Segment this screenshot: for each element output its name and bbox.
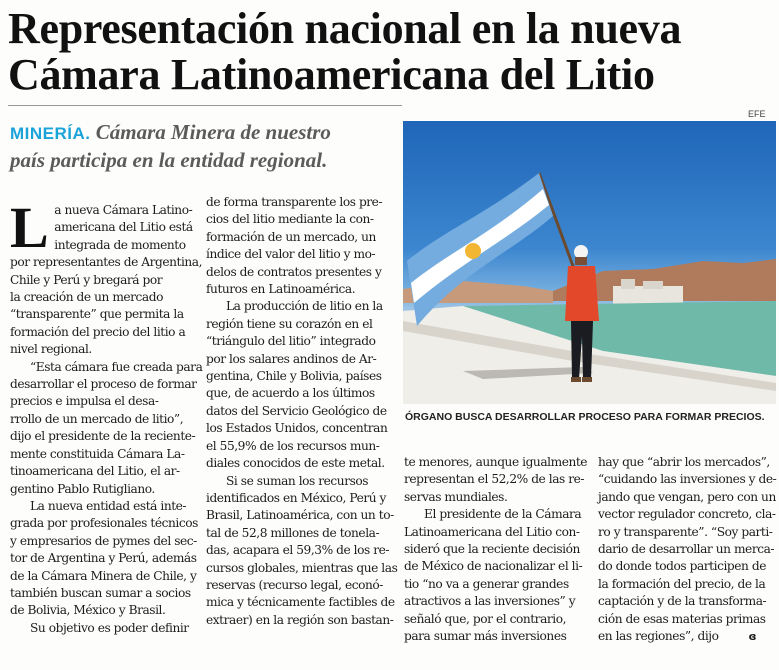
text-line: jando que vengan, pero con un: [598, 489, 776, 504]
text-line: te menores, aunque igualmente: [404, 455, 588, 469]
photo-credit: EFE: [748, 109, 766, 119]
section-kicker: MINERÍA.: [10, 124, 91, 143]
text-line: Si se suman los recursos: [226, 473, 369, 488]
text-line: atractivos a las inversiones” y: [404, 594, 576, 609]
text-line: nivel regional.: [10, 342, 92, 357]
text-line: desarrollar el proceso de formar: [10, 377, 197, 392]
text-line: también buscan sumar a socios: [10, 585, 191, 600]
text-line: Chile y Perú y bregará por: [10, 272, 163, 287]
text-line: futuros en Latinoamérica.: [206, 282, 356, 297]
text-line: “cuidando las inversiones y de-: [598, 472, 777, 487]
text-line: identificados en México, Perú y: [206, 490, 386, 505]
text-line: mente constituida Cámara La-: [10, 446, 185, 461]
text-line: por representantes de Argentina,: [10, 255, 203, 270]
text-line: Latinoamericana del Litio con-: [404, 524, 580, 539]
article-column-1: [10, 195, 203, 637]
text-line: precios e impulsa el desa-: [10, 394, 159, 409]
text-line: gentina, Chile y Bolivia, países: [206, 369, 382, 384]
drop-cap: L: [10, 195, 49, 260]
text-line: la formación del precio, de la: [598, 576, 766, 591]
text-line: captación y de la transforma-: [598, 594, 767, 609]
text-line: “Esta cámara fue creada para: [30, 359, 203, 374]
text-line: índice del valor del litio y mo-: [206, 247, 376, 262]
text-line: formación de un mercado, un: [206, 229, 376, 244]
text-line: a nueva Cámara Latino-: [54, 203, 193, 217]
text-line: grada por profesionales técnicos: [10, 516, 198, 531]
text-line: das, acapara el 59,3% de los re-: [206, 543, 390, 558]
text-line: extraer) en la región son bastan-: [206, 612, 394, 627]
deck-line-2: país participa en la entidad regional.: [10, 148, 328, 172]
photo-caption: ÓRGANO BUSCA DESARROLLAR PROCESO PARA FORMAR PRECIOS.: [405, 411, 765, 423]
text-line-last: en las regiones”, dijo: [598, 629, 719, 644]
text-line: “transparente” que permita la: [10, 307, 184, 322]
text-line: formación del precio del litio a: [10, 324, 186, 339]
text-line: de forma transparente los pre-: [206, 195, 383, 209]
text-line: el 55,9% de los recursos mun-: [206, 438, 380, 453]
text-line: americana del Litio está: [54, 220, 193, 235]
headline-line-1: Representación nacional en la nueva: [8, 4, 682, 53]
text-line: de Bolivia, México y Brasil.: [10, 603, 166, 618]
text-line: y empresarios de pymes del sec-: [10, 533, 197, 548]
text-line: vector regulador concreto, cla-: [598, 507, 776, 522]
text-line: dario de desarrollar un merca-: [598, 542, 775, 557]
text-line: servas mundiales.: [404, 489, 508, 504]
text-line: delos de contratos presentes y: [206, 264, 382, 279]
text-line: diales conocidos de este metal.: [206, 456, 385, 471]
text-line: “triángulo del litio” integrado: [206, 334, 376, 349]
text-line: datos del Servicio Geológico de: [206, 403, 387, 418]
text-line: sideró que la reciente decisión: [404, 542, 580, 557]
text-line: hay que “abrir los mercados”,: [598, 455, 770, 469]
text-line: cios del litio mediante la con-: [206, 212, 374, 227]
text-line: cursos globales, mientras que las: [206, 560, 398, 575]
text-line: [598, 628, 776, 645]
text-line: do donde todos participen de: [598, 559, 766, 574]
text-line: por los salares andinos de Ar-: [206, 351, 377, 366]
text-line: reservas (recurso legal, econó-: [206, 577, 383, 592]
text-line: mica y técnicamente factibles de: [206, 595, 395, 610]
text-line: los Estados Unidos, concentran: [206, 421, 388, 436]
text-line: para sumar más inversiones: [404, 629, 567, 644]
text-line: Su objetivo es poder definir: [30, 620, 189, 635]
end-mark-icon: ɞ: [748, 630, 757, 644]
text-line: tinoamericana del Litio, el ar-: [10, 464, 180, 479]
article-column-2: [206, 194, 398, 629]
text-line: tio “no va a generar grandes: [404, 576, 569, 591]
text-line: la creación de un mercado: [10, 290, 163, 305]
text-line: gentino Pablo Rutigliano.: [10, 481, 155, 496]
deck: [10, 119, 390, 173]
text-line: integrada de momento: [54, 237, 186, 252]
text-line: La producción de litio en la: [226, 299, 383, 314]
text-line: señaló que, por el contrario,: [404, 611, 567, 626]
news-photo: [403, 121, 776, 404]
text-line: que, de acuerdo a los últimos: [206, 386, 375, 401]
text-line: representan el 52,2% de las re-: [404, 472, 585, 487]
text-line: ción de esas materias primas: [598, 611, 766, 626]
photo-illustration: [403, 121, 776, 404]
deck-line-1: Cámara Minera de nuestro: [95, 120, 331, 144]
article-column-3: [404, 454, 592, 645]
text-line: región tiene su corazón en el: [206, 316, 373, 331]
headline-line-2: Cámara Latinoamericana del Litio: [8, 50, 655, 99]
text-line: dijo el presidente de la reciente-: [10, 429, 196, 444]
headline: [8, 6, 776, 98]
text-line: La nueva entidad está inte-: [30, 498, 187, 513]
article-column-4: [598, 454, 776, 645]
text-line: de la Cámara Minera de Chile, y: [10, 568, 197, 583]
text-line: ro y transparente”. “Soy parti-: [598, 524, 773, 539]
text-line: rrollo de un mercado de litio”,: [10, 411, 184, 426]
text-line: El presidente de la Cámara: [424, 507, 582, 522]
deck-rule: [8, 105, 402, 106]
text-line: tal de 52,8 millones de tonela-: [206, 525, 380, 540]
text-line: Brasil, Latinoamérica, con un to-: [206, 508, 394, 523]
text-line: tor de Argentina y Perú, además: [10, 551, 197, 566]
text-line: de México de nacionalizar el li-: [404, 559, 583, 574]
